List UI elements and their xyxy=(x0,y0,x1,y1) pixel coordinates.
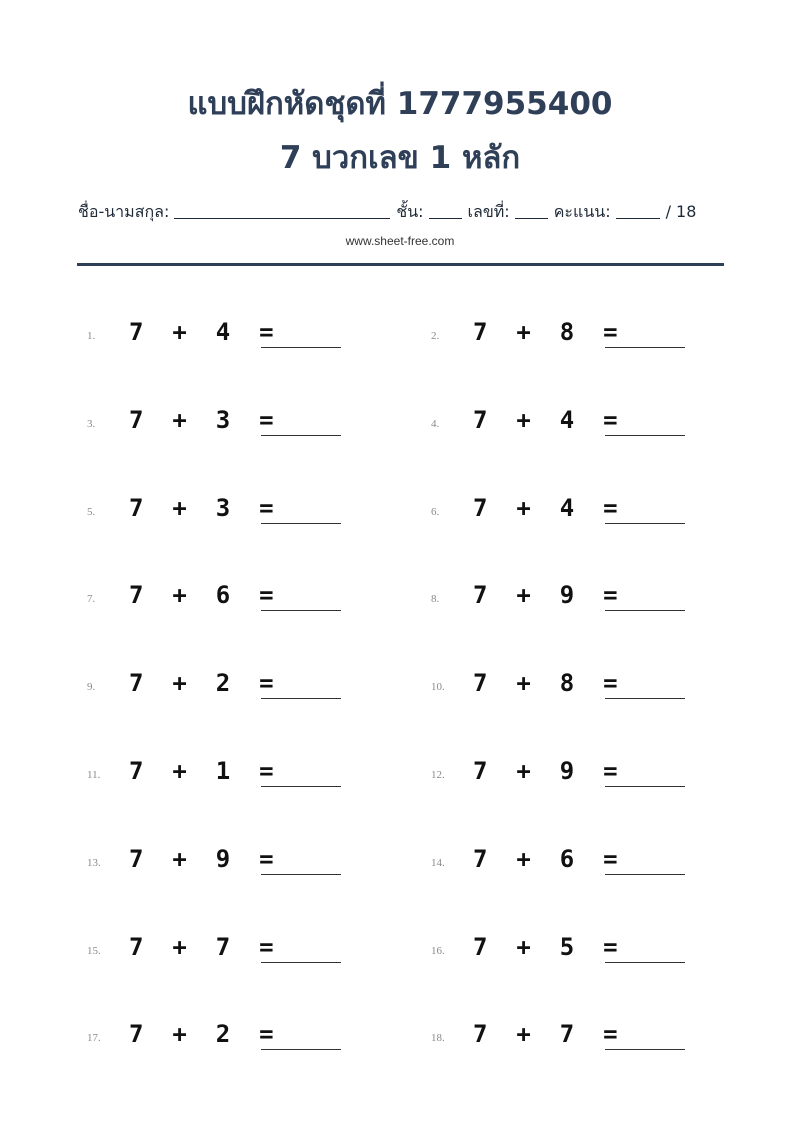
answer-blank[interactable] xyxy=(261,962,341,963)
operand-a: 7 xyxy=(129,318,144,346)
operand-a: 7 xyxy=(129,581,144,610)
operand-a: 7 xyxy=(129,1020,144,1049)
problem-item xyxy=(87,1010,347,1050)
problem-expression xyxy=(473,406,618,434)
problem-item xyxy=(87,396,347,436)
name-blank[interactable] xyxy=(174,200,390,219)
operand-a: 7 xyxy=(129,669,144,698)
operand-a: 7 xyxy=(473,1020,488,1049)
problem-expression xyxy=(473,845,618,873)
operand-b: 6 xyxy=(215,581,231,610)
plus-sign: + xyxy=(172,932,187,961)
problem-item xyxy=(431,747,691,787)
problem-number: 17. xyxy=(87,1032,101,1045)
problem-expression xyxy=(129,845,274,873)
answer-blank[interactable] xyxy=(605,698,685,699)
equals-sign: = xyxy=(259,1020,274,1049)
equals-sign: = xyxy=(603,493,618,522)
plus-sign: + xyxy=(516,318,531,346)
answer-blank[interactable] xyxy=(605,610,685,611)
problem-expression xyxy=(129,1020,274,1048)
problem-item xyxy=(87,923,347,963)
plus-sign: + xyxy=(172,405,187,434)
problem-expression xyxy=(129,581,274,609)
answer-blank[interactable] xyxy=(605,435,685,436)
score-blank[interactable] xyxy=(616,200,660,219)
equals-sign: = xyxy=(603,757,618,785)
operand-a: 7 xyxy=(129,405,144,434)
problem-item xyxy=(431,923,691,963)
answer-blank[interactable] xyxy=(605,874,685,875)
problem-item xyxy=(87,747,347,787)
score-total: / 18 xyxy=(665,202,697,221)
operand-a: 7 xyxy=(473,318,488,346)
problem-item xyxy=(431,484,691,524)
operand-b: 4 xyxy=(215,318,231,346)
answer-blank[interactable] xyxy=(261,610,341,611)
problem-item xyxy=(431,1010,691,1050)
number-label: เลขที่: xyxy=(467,202,510,221)
problem-expression xyxy=(473,318,618,346)
problem-item xyxy=(431,396,691,436)
equals-sign: = xyxy=(603,669,618,698)
operand-a: 7 xyxy=(473,669,488,698)
operand-a: 7 xyxy=(473,493,488,522)
answer-blank[interactable] xyxy=(261,698,341,699)
website-url: www.sheet-free.com xyxy=(345,234,455,248)
plus-sign: + xyxy=(172,581,187,610)
operand-b: 9 xyxy=(215,844,231,873)
problem-expression xyxy=(473,1020,618,1048)
problem-number: 10. xyxy=(431,681,445,694)
problem-number: 14. xyxy=(431,856,445,869)
operand-a: 7 xyxy=(473,405,488,434)
operand-a: 7 xyxy=(473,844,488,873)
problem-expression xyxy=(473,669,618,697)
operand-a: 7 xyxy=(129,493,144,522)
problem-item xyxy=(431,835,691,875)
problem-number: 4. xyxy=(431,417,440,430)
plus-sign: + xyxy=(516,581,531,610)
header-divider xyxy=(77,263,724,266)
operand-b: 9 xyxy=(559,757,575,785)
operand-b: 7 xyxy=(215,932,231,961)
class-label: ชั้น: xyxy=(396,202,424,221)
equals-sign: = xyxy=(603,318,618,346)
answer-blank[interactable] xyxy=(605,962,685,963)
plus-sign: + xyxy=(172,493,187,522)
equals-sign: = xyxy=(259,493,274,522)
problem-number: 5. xyxy=(87,505,96,518)
answer-blank[interactable] xyxy=(605,786,685,787)
problem-number: 2. xyxy=(431,330,440,342)
plus-sign: + xyxy=(516,757,531,785)
problem-number: 13. xyxy=(87,856,101,869)
problem-expression xyxy=(129,757,274,785)
answer-blank[interactable] xyxy=(261,435,341,436)
equals-sign: = xyxy=(259,581,274,610)
problem-item xyxy=(87,308,347,348)
problem-number: 15. xyxy=(87,944,101,957)
problem-expression xyxy=(473,494,618,522)
problem-item xyxy=(431,571,691,611)
score-label: คะแนน: xyxy=(553,202,611,221)
equals-sign: = xyxy=(259,844,274,873)
problem-expression xyxy=(129,933,274,961)
problem-expression xyxy=(129,318,274,346)
worksheet-title: แบบฝึกหัดชุดที่ 1777955400 xyxy=(187,86,613,122)
name-label: ชื่อ-นามสกุล: xyxy=(78,202,170,221)
problem-item xyxy=(87,835,347,875)
problem-item xyxy=(87,659,347,699)
plus-sign: + xyxy=(516,1020,531,1049)
plus-sign: + xyxy=(516,405,531,434)
problem-number: 12. xyxy=(431,769,445,781)
operand-b: 7 xyxy=(559,1020,575,1049)
plus-sign: + xyxy=(172,1020,187,1049)
problem-item xyxy=(87,571,347,611)
problem-expression xyxy=(473,757,618,785)
plus-sign: + xyxy=(172,669,187,698)
operand-a: 7 xyxy=(129,844,144,873)
worksheet-subtitle: 7 บวกเลข 1 หลัก xyxy=(279,140,521,176)
problem-expression xyxy=(129,406,274,434)
student-info-row xyxy=(78,198,723,226)
operand-b: 5 xyxy=(559,932,575,961)
number-blank[interactable] xyxy=(515,200,548,219)
answer-blank[interactable] xyxy=(261,523,341,524)
plus-sign: + xyxy=(516,493,531,522)
answer-blank[interactable] xyxy=(261,1049,341,1050)
operand-b: 4 xyxy=(559,405,575,434)
plus-sign: + xyxy=(172,318,187,346)
operand-a: 7 xyxy=(473,757,488,785)
problem-item xyxy=(431,308,691,348)
operand-a: 7 xyxy=(473,581,488,610)
plus-sign: + xyxy=(172,757,187,785)
problem-expression xyxy=(129,669,274,697)
problem-number: 9. xyxy=(87,681,96,694)
plus-sign: + xyxy=(516,844,531,873)
problem-number: 6. xyxy=(431,505,440,518)
equals-sign: = xyxy=(603,1020,618,1049)
operand-b: 9 xyxy=(559,581,575,610)
operand-b: 2 xyxy=(215,669,231,698)
operand-b: 2 xyxy=(215,1020,231,1049)
problem-number: 18. xyxy=(431,1032,445,1045)
plus-sign: + xyxy=(516,932,531,961)
equals-sign: = xyxy=(259,932,274,961)
problem-number: 16. xyxy=(431,944,445,957)
problem-number: 8. xyxy=(431,593,440,606)
problem-expression xyxy=(473,581,618,609)
operand-b: 8 xyxy=(559,318,575,346)
answer-blank[interactable] xyxy=(605,347,685,348)
problem-number: 11. xyxy=(87,769,101,781)
answer-blank[interactable] xyxy=(605,1049,685,1050)
answer-blank[interactable] xyxy=(261,874,341,875)
plus-sign: + xyxy=(516,669,531,698)
equals-sign: = xyxy=(603,405,618,434)
equals-sign: = xyxy=(259,318,274,346)
answer-blank[interactable] xyxy=(261,786,341,787)
equals-sign: = xyxy=(259,757,274,785)
problem-number: 3. xyxy=(87,417,96,430)
problem-item xyxy=(431,659,691,699)
problem-item xyxy=(87,484,347,524)
class-blank[interactable] xyxy=(429,200,462,219)
equals-sign: = xyxy=(259,405,274,434)
operand-b: 4 xyxy=(559,493,575,522)
operand-b: 1 xyxy=(215,757,231,785)
operand-b: 3 xyxy=(215,405,231,434)
problem-number: 1. xyxy=(87,330,96,342)
problem-number: 7. xyxy=(87,593,96,606)
problem-expression xyxy=(129,494,274,522)
equals-sign: = xyxy=(603,932,618,961)
equals-sign: = xyxy=(603,581,618,610)
plus-sign: + xyxy=(172,844,187,873)
operand-a: 7 xyxy=(129,932,144,961)
operand-a: 7 xyxy=(473,932,488,961)
operand-b: 3 xyxy=(215,493,231,522)
equals-sign: = xyxy=(259,669,274,698)
answer-blank[interactable] xyxy=(605,523,685,524)
equals-sign: = xyxy=(603,844,618,873)
answer-blank[interactable] xyxy=(261,347,341,348)
operand-b: 6 xyxy=(559,844,575,873)
operand-b: 8 xyxy=(559,669,575,698)
operand-a: 7 xyxy=(129,757,144,785)
problem-expression xyxy=(473,933,618,961)
